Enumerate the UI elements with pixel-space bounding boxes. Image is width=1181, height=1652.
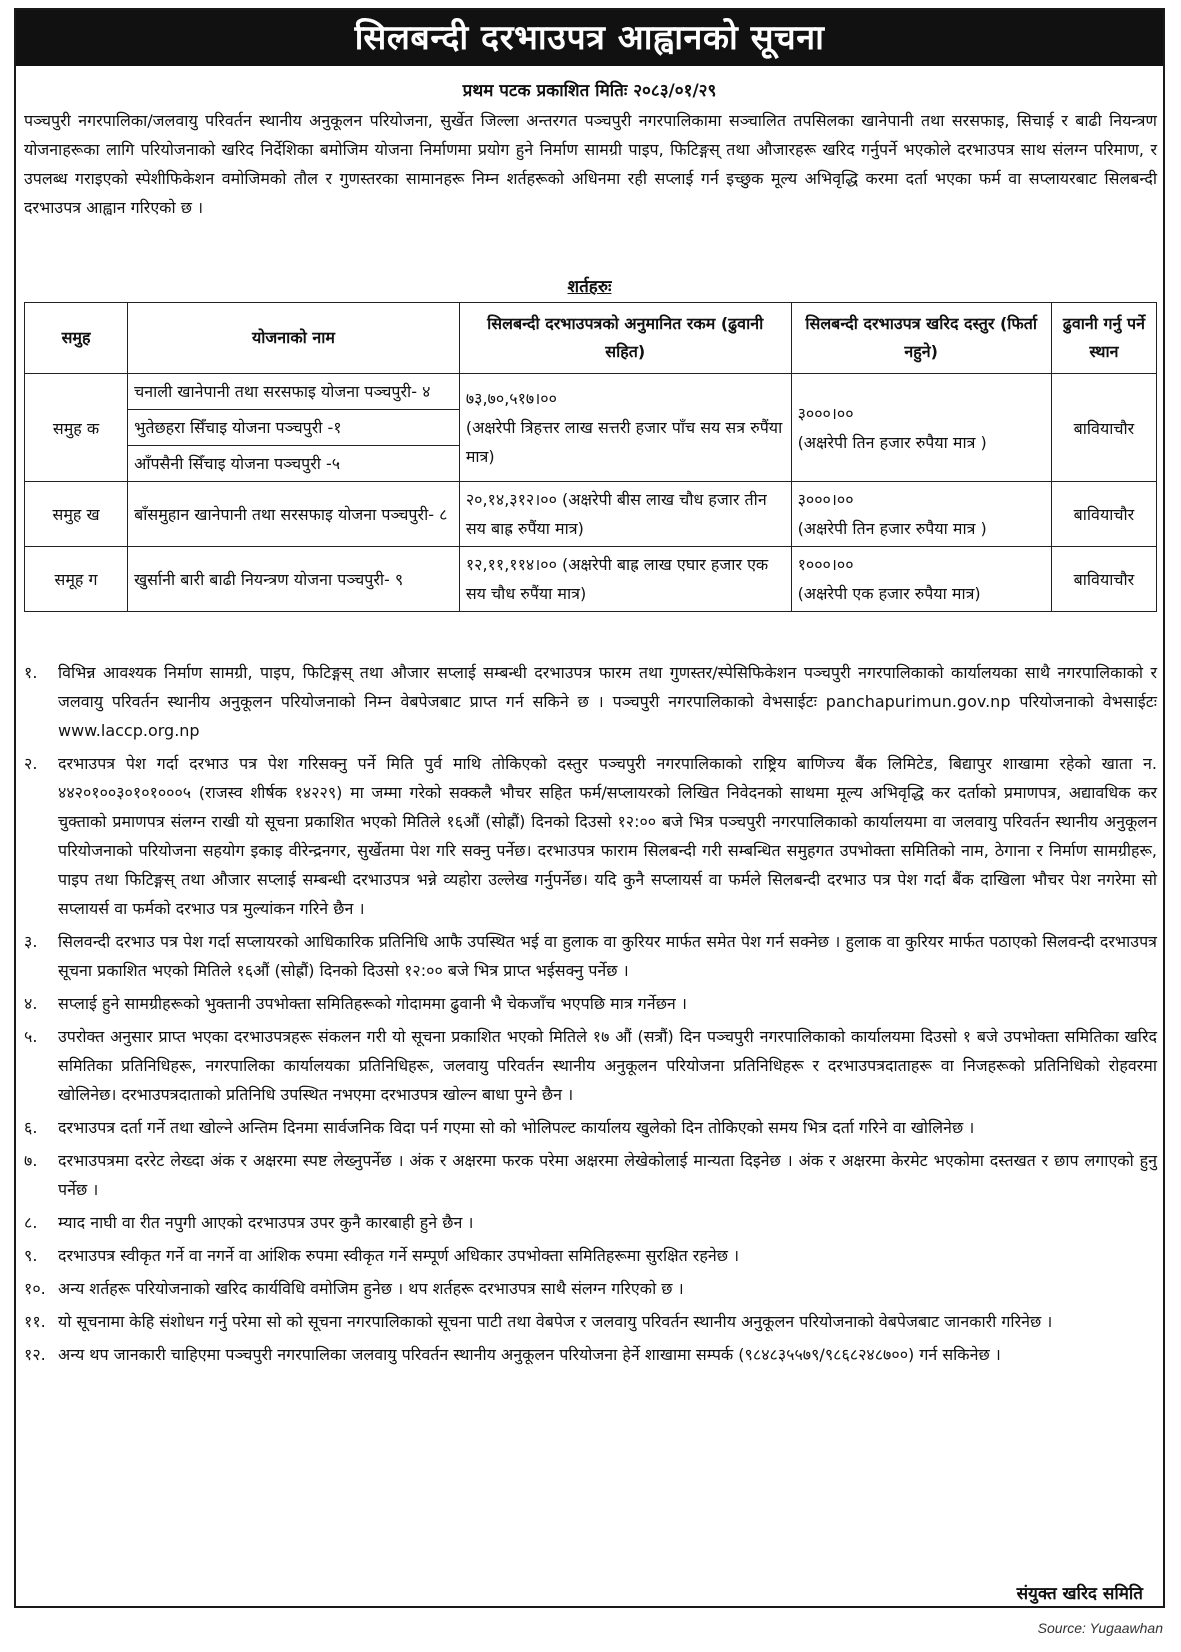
table-row [25,547,1157,612]
amount-words: (अक्षरेपी त्रिहत्तर लाख सत्तरी हजार पाँच सय सत्र रुपैंया मात्र) [465,418,783,466]
condition-item [24,989,1157,1018]
condition-number: ४. [24,994,38,1013]
header-delivery-place: ढुवानी गर्नु पर्ने स्थान [1051,303,1156,374]
condition-item [24,1340,1157,1369]
group-cell: समुह क [25,374,128,482]
project-name-cell: खुर्सानी बारी बाढी नियन्त्रण योजना पञ्चपुरी- ९ [128,547,460,612]
condition-item [24,1274,1157,1303]
condition-number: ८. [24,1213,38,1232]
fee-words: (अक्षरेपी तिन हजार रुपैया मात्र ) [797,432,987,452]
condition-text: दरभाउपत्र दर्ता गर्ने तथा खोल्ने अन्तिम दिनमा सार्वजनिक विदा पर्न गएमा सो को भोलिपल्ट कार्यालय खुलेको दिन तोकिएको समय भित्र दर्ता गरिने वा खोलिनेछ । [58,1118,975,1137]
condition-number: १. [24,663,38,682]
conditions-heading: शर्तहरुः [567,277,612,297]
condition-number: ३. [24,932,38,951]
fee-words: (अक्षरेपी एक हजार रुपैया मात्र) [797,584,981,603]
publication-date: प्रथम पटक प्रकाशित मितिः २०८३/०१/२९ [462,81,717,101]
condition-text: उपरोक्त अनुसार प्राप्त भएका दरभाउपत्रहरू संकलन गरी यो सूचना प्रकाशित भएको मितिले १७ औं (सत्रौं) दिन पञ्चपुरी नगरपालिकाको कार्यालयमा दिउसो १ बजे उपभोक्ता समितिका खरिद समितिका प्रतिनिधिहरू, नगरपालिका कार्यालयका प्रतिनिधिहरू, जलवायु परिवर्तन स्थानीय अनुकूलन परियोजना प्रतिनिधिहरू र दरभाउपत्रदाताहरू वा निजहरूको प्रतिनिधिको रोहवरमा खोलिनेछ। दरभाउपत्रदाताको प्रतिनिधि उपस्थित नभएमा दरभाउपत्र खोल्न बाधा पुग्ने छैन । [58,1027,1157,1104]
fee-cell [791,374,1051,482]
condition-item [24,1146,1157,1204]
bid-table [24,302,1157,612]
source-credit: Source: Yugaawhan [1037,1620,1163,1636]
fee-figure: ३०००।०० [797,490,854,509]
condition-text: सिलवन्दी दरभाउ पत्र पेश गर्दा सप्लायरको आधिकारिक प्रतिनिधि आफै उपस्थित भई वा हुलाक वा कुरियर मार्फत समेत पेश गर्न सक्नेछ । हुलाक वा कुरियर मार्फत पठाएको सिलवन्दी दरभाउपत्र सूचना प्रकाशित भएको मितिले १६औं (सोह्रौं) दिनको दिउसो १२:०० बजे भित्र प्राप्त भईसक्नु पर्नेछ । [58,932,1157,980]
condition-text: यो सूचनामा केहि संशोधन गर्नु परेमा सो को सूचना नगरपालिकाको सूचना पाटी तथा वेबपेज र जलवायु परिवर्तन स्थानीय अनुकूलन परियोजनाको वेबपेजबाट जानकारी गरिनेछ । [58,1312,1053,1331]
notice-title: सिलबन्दी दरभाउपत्र आह्वानको सूचना [16,10,1163,66]
condition-number: १०. [24,1279,46,1298]
header-project-name: योजनाको नाम [128,303,460,374]
project-name-cell: बाँसमुहान खानेपानी तथा सरसफाइ योजना पञ्चपुरी- ८ [128,482,460,547]
amount-cell: २०,१४,३१२।०० (अक्षरेपी बीस लाख चौध हजार तीन सय बाह्र रुपैंया मात्र) [459,482,791,547]
table-header-row [25,303,1157,374]
intro-paragraph: पञ्चपुरी नगरपालिका/जलवायु परिवर्तन स्थानीय अनुकूलन परियोजना, सुर्खेत जिल्ला अन्तरगत पञ्चपुरी नगरपालिकामा सञ्चालित तपसिलका खानेपानी तथा सरसफाइ, सिचाई र बाढी नियन्त्रण योजनाहरूका लागि परियोजनाको खरिद निर्देशिका बमोजिम योजना निर्माणमा प्रयोग हुने निर्माण सामग्री पाइप, फिटिङ्गस् तथा औजारहरू खरिद गर्नुपर्ने भएकोले दरभाउपत्र साथ संलग्न परिमाण, र उपलब्ध गराइएको स्पेशीफिकेशन वमोजिमको तौल र गुणस्तरका सामानहरू निम्न शर्तहरूको अधिनमा रही सप्लाई गर्न इच्छुक मूल्य अभिवृद्धि करमा दर्ता भएका फर्म वा सप्लायरबाट सिलबन्दी दरभाउपत्र आह्वान गरिएको छ । [24,111,1157,217]
fee-cell [791,482,1051,547]
group-cell: समुह ख [25,482,128,547]
project-name-cell: चनाली खानेपानी तथा सरसफाइ योजना पञ्चपुरी- ४ [128,374,460,410]
header-group: समुह [25,303,128,374]
condition-number: १२. [24,1345,46,1364]
conditions-list [24,658,1157,1373]
table-row [25,482,1157,547]
condition-item [24,1241,1157,1270]
condition-number: ९. [24,1246,38,1265]
notice-page [14,8,1165,1608]
condition-text: अन्य थप जानकारी चाहिएमा पञ्चपुरी नगरपालिका जलवायु परिवर्तन स्थानीय अनुकूलन परियोजना हेर्ने शाखामा सम्पर्क (९८४८३५५७९/९८६८२४८७००) गर्न सकिनेछ । [58,1345,1001,1364]
condition-number: ११. [24,1312,46,1331]
header-estimated-amount: सिलबन्दी दरभाउपत्रको अनुमानित रकम (ढुवानी सहित) [459,303,791,374]
fee-figure: ३०००।०० [797,403,854,423]
project-name-cell: आँपसैनी सिँचाइ योजना पञ्चपुरी -५ [128,446,460,482]
condition-number: ७. [24,1151,38,1170]
condition-item [24,1208,1157,1237]
table-row [25,374,1157,410]
place-cell: बावियाचौर [1051,482,1156,547]
project-name-cell: भुतेछहरा सिँचाइ योजना पञ्चपुरी -१ [128,410,460,446]
condition-text: दरभाउपत्र पेश गर्दा दरभाउ पत्र पेश गरिसक्नु पर्ने मिति पुर्व माथि तोकिएको दस्तुर पञ्चपुरी नगरपालिकाको राष्ट्रिय बाणिज्य बैंक लिमिटेड, बिद्यापुर शाखामा रहेको खाता न. ४४२०१००३०१०१०००५ (राजस्व शीर्षक १४२२९) मा जम्मा गरेको सक्कलै भौचर सहित फर्म/सप्लायरको लिखित निवेदनको साथमा मूल्य अभिवृद्धि कर दर्ताको प्रमाणपत्र, अद्यावधिक कर चुक्ताको प्रमाणपत्र संलग्न राखी यो सूचना प्रकाशित भएको मितिले १६औं (सोह्रौं) दिनको दिउसो १२:०० बजे भित्र पञ्चपुरी नगरपालिकाको कार्यालयमा वा जलवायु परिवर्तन स्थानीय अनुकूलन परियोजनाको परियोजना सहयोग इकाइ वीरेन्द्रनगर, सुर्खेतमा पेश गरि सक्नु पर्नेछ। दरभाउपत्र फाराम सिलबन्दी गरी सम्बन्धित समुहगत उपभोक्ता समितिको नाम, ठेगाना र निर्माण सामग्रीहरू, पाइप तथा फिटिङ्गस् तथा औजार सप्लाई सम्बन्धी दरभाउपत्र भन्ने व्यहोरा उल्लेख गर्नुपर्नेछ। यदि कुनै सप्लायर्स वा फर्मले सिलबन्दी दरभाउ पत्र पेश गर्दा बैंक दाखिला भौचर पेश नगरेमा सो सप्लायर्स वा फर्मको दरभाउ पत्र मुल्यांकन गरिने छैन । [58,754,1157,918]
condition-text: म्याद नाघी वा रीत नपुगी आएको दरभाउपत्र उपर कुनै कारबाही हुने छैन । [58,1213,474,1232]
condition-text: विभिन्न आवश्यक निर्माण सामग्री, पाइप, फिटिङ्गस् तथा औजार सप्लाई सम्बन्धी दरभाउपत्र फारम तथा गुणस्तर/स्पेसिफिकेशन पञ्चपुरी नगरपालिकाको कार्यालयका साथै नगरपालिकाको र जलवायु परिवर्तन स्थानीय अनुकूलन परियोजनाको निम्न वेबपेजबाट प्राप्त गर्न सकिने छ । पञ्चपुरी नगरपालिकाको वेभसाईटः panchapurimun.gov.np परियोजनाको वेभसाईटः www.laccp.org.np [58,663,1157,740]
signatory: संयुक्त खरिद समिति [1016,1584,1143,1604]
fee-words: (अक्षरेपी तिन हजार रुपैया मात्र ) [797,519,987,538]
condition-item [24,1307,1157,1336]
fee-cell [791,547,1051,612]
condition-number: ६. [24,1118,38,1137]
condition-item [24,749,1157,923]
header-purchase-fee: सिलबन्दी दरभाउपत्र खरिद दस्तुर (फिर्ता नहुने) [791,303,1051,374]
condition-text: दरभाउपत्रमा दररेट लेख्दा अंक र अक्षरमा स्पष्ट लेख्नुपर्नेछ । अंक र अक्षरमा फरक परेमा अक्षरमा लेखेकोलाई मान्यता दिइनेछ । अंक र अक्षरमा केरमेट भएकोमा दस्तखत र छाप लगाएको हुनु पर्नेछ । [58,1151,1157,1199]
condition-text: दरभाउपत्र स्वीकृत गर्ने वा नगर्ने वा आंशिक रुपमा स्वीकृत गर्ने सम्पूर्ण अधिकार उपभोक्ता समितिहरूमा सुरक्षित रहनेछ । [58,1246,740,1265]
amount-cell: १२,११,११४।०० (अक्षरेपी बाह्र लाख एघार हजार एक सय चौध रुपैंया मात्र) [459,547,791,612]
condition-item [24,927,1157,985]
condition-item [24,658,1157,745]
group-cell: समूह ग [25,547,128,612]
amount-cell [459,374,791,482]
place-cell: बावियाचौर [1051,374,1156,482]
condition-item [24,1113,1157,1142]
condition-item [24,1022,1157,1109]
condition-text: अन्य शर्तहरू परियोजनाको खरिद कार्यविधि वमोजिम हुनेछ । थप शर्तहरू दरभाउपत्र साथै संलग्न गरिएको छ । [58,1279,684,1298]
condition-text: सप्लाई हुने सामग्रीहरूको भुक्तानी उपभोक्ता समितिहरूको गोदाममा ढुवानी भै चेकजाँच भएपछि मात्र गर्नेछन । [58,994,687,1013]
condition-number: ५. [24,1027,38,1046]
place-cell: बावियाचौर [1051,547,1156,612]
condition-number: २. [24,754,38,773]
amount-figure: ७३,७०,५१७।०० [465,389,557,408]
fee-figure: १०००।०० [797,555,854,574]
